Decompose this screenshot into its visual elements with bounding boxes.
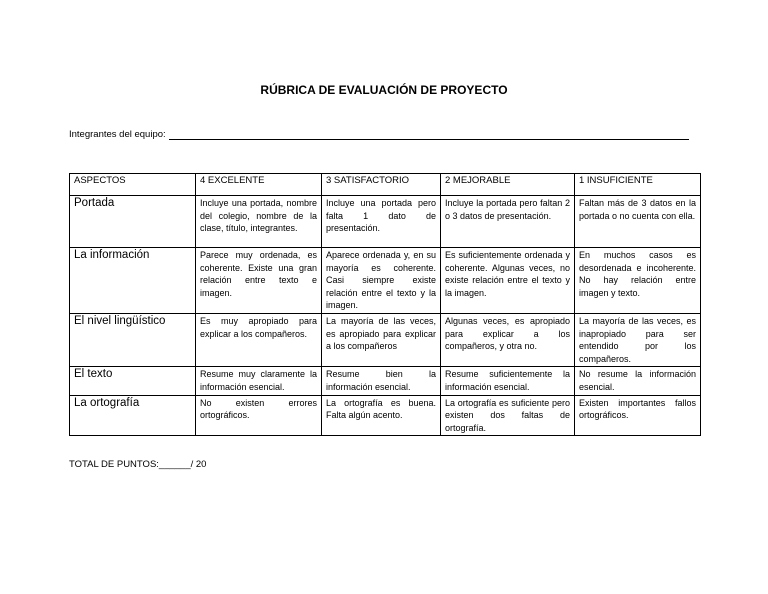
criteria-cell: La ortografía es suficiente pero existen dos faltas de ortografía. — [441, 395, 575, 436]
header-excelente: 4 EXCELENTE — [196, 174, 322, 196]
table-row — [70, 248, 701, 314]
criteria-cell: Existen importantes fallos ortográficos. — [575, 395, 701, 436]
criteria-cell: Resume suficientemente la información esencial. — [441, 367, 575, 395]
criteria-cell: No resume la información esencial. — [575, 367, 701, 395]
aspect-cell: Portada — [70, 196, 196, 248]
total-points: TOTAL DE PUNTOS:______/ 20 — [69, 459, 207, 470]
header-aspectos: ASPECTOS — [70, 174, 196, 196]
criteria-cell: Algunas veces, es apropiado para explicar a los compañeros, y otra no. — [441, 313, 575, 366]
criteria-cell: Incluye una portada pero falta 1 dato de presentación. — [322, 196, 441, 248]
aspect-cell: El texto — [70, 367, 196, 395]
criteria-cell: Resume bien la información esencial. — [322, 367, 441, 395]
team-members-blank-line — [169, 130, 689, 140]
criteria-cell: Faltan más de 3 datos en la portada o no cuenta con ella. — [575, 196, 701, 248]
header-mejorable: 2 MEJORABLE — [441, 174, 575, 196]
table-row — [70, 367, 701, 395]
criteria-cell: Aparece ordenada y, en su mayoría es coherente. Casi siempre existe relación entre el texto y la imagen. — [322, 248, 441, 314]
table-row — [70, 395, 701, 436]
team-members-field — [69, 129, 689, 140]
criteria-cell: La mayoría de las veces, es apropiado para explicar a los compañeros — [322, 313, 441, 366]
team-members-label: Integrantes del equipo: — [69, 129, 166, 140]
table-row — [70, 313, 701, 366]
aspect-cell: El nivel lingüístico — [70, 313, 196, 366]
rubric-table — [69, 173, 701, 436]
table-row — [70, 196, 701, 248]
criteria-cell: En muchos casos es desordenada e incoherente. No hay relación entre imagen y texto. — [575, 248, 701, 314]
header-insuficiente: 1 INSUFICIENTE — [575, 174, 701, 196]
header-satisfactorio: 3 SATISFACTORIO — [322, 174, 441, 196]
header-row — [70, 174, 701, 196]
criteria-cell: No existen errores ortográficos. — [196, 395, 322, 436]
criteria-cell: Incluye una portada, nombre del colegio, nombre de la clase, título, integrantes. — [196, 196, 322, 248]
criteria-cell: Es muy apropiado para explicar a los compañeros. — [196, 313, 322, 366]
criteria-cell: La mayoría de las veces, es inapropiado para ser entendido por los compañeros. — [575, 313, 701, 366]
criteria-cell: Es suficientemente ordenada y coherente. Algunas veces, no existe relación entre el texto y la imagen. — [441, 248, 575, 314]
criteria-cell: La ortografía es buena. Falta algún acento. — [322, 395, 441, 436]
criteria-cell: Incluye la portada pero faltan 2 o 3 datos de presentación. — [441, 196, 575, 248]
criteria-cell: Resume muy claramente la información esencial. — [196, 367, 322, 395]
page-title: RÚBRICA DE EVALUACIÓN DE PROYECTO — [260, 83, 508, 97]
aspect-cell: La ortografía — [70, 395, 196, 436]
aspect-cell: La información — [70, 248, 196, 314]
criteria-cell: Parece muy ordenada, es coherente. Existe una gran relación entre texto e imagen. — [196, 248, 322, 314]
